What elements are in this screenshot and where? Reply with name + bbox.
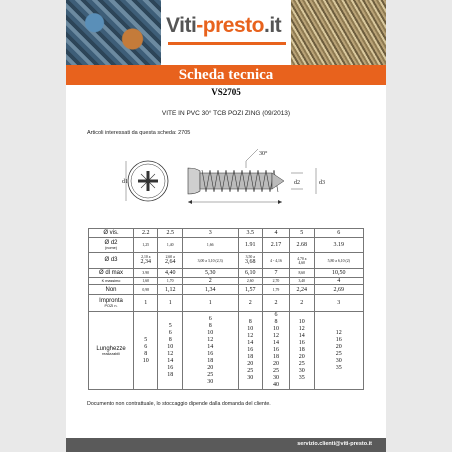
cell: 6,10 — [238, 269, 262, 278]
length-value: 5 — [144, 336, 148, 343]
cell: 6 — [314, 229, 364, 238]
length-value: 16 — [247, 347, 254, 354]
length-value: 16 — [207, 350, 214, 357]
length-value: 12 — [335, 329, 342, 336]
label-main: Lunghezze — [96, 345, 126, 352]
logo-underline — [168, 42, 286, 45]
length-value: 20 — [207, 364, 214, 371]
cell: 1 — [158, 295, 182, 312]
label-angle: 30° — [259, 151, 268, 157]
cell-label — [89, 238, 134, 253]
row-non — [89, 285, 364, 295]
label-sub: realizzabili — [102, 351, 120, 356]
cell-label: Ø d3 — [89, 253, 134, 269]
label-main: Impronta — [99, 298, 123, 305]
cell: 1,25 — [134, 238, 158, 253]
cell: 3 — [182, 229, 238, 238]
length-value: 16 — [335, 336, 342, 343]
length-value: 6 — [168, 329, 172, 336]
cell-label: Ø vis. — [89, 229, 134, 238]
cell: 1 — [182, 295, 238, 312]
cell — [238, 253, 262, 269]
disclaimer-note: Documento non contrattuale, lo stoccaggio dipende dalla domanda del cliente. — [87, 401, 271, 407]
cell-label: K massimo — [89, 278, 134, 285]
banner-title: Scheda tecnica — [66, 65, 386, 85]
length-value: 25 — [207, 371, 214, 378]
length-value: 20 — [273, 361, 279, 368]
row-dl-max — [89, 269, 364, 278]
cell: 3 — [314, 295, 364, 312]
length-value: 25 — [273, 368, 279, 375]
length-value: 40 — [273, 382, 279, 389]
lengths-cell — [134, 312, 158, 390]
datasheet-page — [66, 0, 386, 452]
label-d3: d3 — [319, 180, 325, 186]
cell: 4 — [262, 229, 289, 238]
cell: 2,60 — [238, 278, 262, 285]
lengths-cell — [158, 312, 182, 390]
label-d1: d1 — [122, 179, 128, 185]
length-value: 10 — [207, 329, 214, 336]
articles-line: Articoli interessati da questa scheda: 2705 — [87, 130, 191, 136]
cell — [290, 253, 314, 269]
length-value: 16 — [298, 340, 305, 347]
length-value: 20 — [298, 354, 305, 361]
length-value: 18 — [273, 354, 279, 361]
cell: 2 — [182, 278, 238, 285]
length-value: 25 — [298, 361, 305, 368]
cell — [134, 253, 158, 269]
length-value: 14 — [167, 357, 174, 364]
length-value: 18 — [298, 347, 305, 354]
cell: 2.2 — [134, 229, 158, 238]
length-value: 18 — [207, 357, 214, 364]
label-sub: (nome) — [104, 246, 118, 251]
length-value: 18 — [167, 371, 174, 378]
length-value: 30 — [247, 375, 254, 382]
cell: 0,98 — [134, 285, 158, 295]
cell: 4,40 — [158, 269, 182, 278]
lengths-cell — [182, 312, 238, 390]
length-value: 10 — [167, 343, 174, 350]
length-value: 10 — [142, 357, 149, 364]
length-value: 6 — [208, 315, 212, 322]
length-value: 8 — [168, 336, 172, 343]
length-value: 14 — [273, 340, 279, 347]
length-value: 30 — [273, 375, 279, 382]
lengths-cell — [262, 312, 289, 390]
logo-viti: Viti — [166, 14, 197, 37]
logo-dash: - — [196, 14, 203, 37]
length-value: 8 — [144, 350, 148, 357]
length-value: 10 — [298, 319, 305, 326]
cell-label — [89, 312, 134, 390]
cell: 1 — [134, 295, 158, 312]
length-value: 30 — [207, 378, 214, 385]
lengths-cell — [238, 312, 262, 390]
cell-line: 2,10 a — [141, 255, 151, 260]
cell: 1,70 — [158, 278, 182, 285]
cell: 5,30 — [182, 269, 238, 278]
cell: 3,40 — [290, 278, 314, 285]
cell — [158, 253, 182, 269]
screw-drawing — [96, 146, 356, 216]
length-value: 30 — [298, 368, 305, 375]
row-lengths — [89, 312, 364, 390]
cell: 1,57 — [238, 285, 262, 295]
spec-table — [88, 228, 364, 390]
length-value: 12 — [207, 336, 214, 343]
length-value: 8 — [208, 322, 212, 329]
cell: 4 — [314, 278, 364, 285]
cell: 1.91 — [238, 238, 262, 253]
screw-head-top-view — [122, 161, 168, 201]
length-value: 8 — [248, 319, 252, 326]
cell: 2 — [262, 295, 289, 312]
cell: 4 - 4,16 — [262, 253, 289, 269]
cell: 1,34 — [182, 285, 238, 295]
cell: 3.90 — [134, 269, 158, 278]
cell: 1,12 — [158, 285, 182, 295]
cell: 3.19 — [314, 238, 364, 253]
row-screw-size — [89, 229, 364, 238]
cell: 10,50 — [314, 269, 364, 278]
row-d3 — [89, 253, 364, 269]
cell: 5 — [290, 229, 314, 238]
cell: 2,70 — [262, 278, 289, 285]
length-value: 6 — [144, 343, 148, 350]
brand-logo — [166, 14, 288, 54]
cell-line: 2,64 — [164, 259, 176, 266]
cell-line: 3,68 — [244, 259, 256, 266]
cell: 1,79 — [262, 285, 289, 295]
screw-side-view — [188, 149, 325, 204]
header — [66, 0, 386, 65]
row-impronta — [89, 295, 364, 312]
cell-line: 3,50 a — [245, 255, 255, 260]
row-d2 — [89, 238, 364, 253]
length-value: 6 — [274, 312, 278, 319]
row-k-max — [89, 278, 364, 285]
length-value: 12 — [298, 326, 305, 333]
length-value: 14 — [247, 340, 254, 347]
product-code: VS2705 — [211, 87, 241, 97]
cell-line: 2,34 — [140, 259, 151, 266]
length-value: 12 — [247, 333, 254, 340]
header-photo-screws — [291, 0, 386, 65]
cell: 2 — [290, 295, 314, 312]
length-value: 14 — [298, 333, 305, 340]
cell: 2.68 — [290, 238, 314, 253]
product-subtitle: VITE IN PVC 30° TCB POZI ZING (09/2013) — [161, 110, 291, 117]
length-value: 10 — [273, 326, 279, 333]
length-value: 14 — [207, 343, 214, 350]
cell: 2.5 — [158, 229, 182, 238]
cell: 1,40 — [158, 238, 182, 253]
cell: 2.17 — [262, 238, 289, 253]
cell-label — [89, 295, 134, 312]
lengths-cell — [314, 312, 364, 390]
length-value: 35 — [335, 364, 342, 371]
length-value: 8 — [274, 319, 278, 326]
length-value: 30 — [335, 357, 342, 364]
cell-line: 2,60 a — [165, 255, 175, 260]
length-value: 18 — [247, 354, 254, 361]
cell: 3,00 a 3,10 (2,3) — [182, 253, 238, 269]
length-value: 12 — [273, 333, 279, 340]
label-main: Ø d2 — [104, 239, 118, 246]
length-value: 20 — [247, 361, 254, 368]
cell: 2,69 — [314, 285, 364, 295]
cell: 1,66 — [182, 238, 238, 253]
length-value: 16 — [167, 364, 174, 371]
cell: 3.5 — [238, 229, 262, 238]
cell: 2,24 — [290, 285, 314, 295]
length-value: 35 — [298, 375, 305, 382]
footer-email[interactable]: servizio.clienti@viti-presto.it — [297, 441, 372, 447]
header-photo-tools — [66, 0, 161, 65]
cell: 2 — [238, 295, 262, 312]
footer-bar — [66, 438, 386, 452]
cell: 1,60 — [134, 278, 158, 285]
length-value: 5 — [168, 322, 172, 329]
logo-presto: presto — [202, 14, 264, 37]
cell-line: 4,70 a — [297, 256, 307, 261]
length-value: 12 — [167, 350, 174, 357]
label-d2: d2 — [294, 180, 300, 186]
cell-label: Non — [89, 285, 134, 295]
cell-label: Ø dl max — [89, 269, 134, 278]
length-value: 25 — [335, 350, 342, 357]
length-value: 10 — [247, 326, 254, 333]
cell-line: 4,60 — [298, 260, 306, 265]
logo-tld: .it — [263, 14, 282, 37]
cell: 5,80 a 6,10 (2) — [314, 253, 364, 269]
length-value: 25 — [247, 368, 254, 375]
length-value: 20 — [335, 343, 342, 350]
label-sub: POZI n. — [104, 304, 118, 309]
cell: 8,60 — [290, 269, 314, 278]
lengths-cell — [290, 312, 314, 390]
cell: 7 — [262, 269, 289, 278]
length-value: 16 — [273, 347, 279, 354]
